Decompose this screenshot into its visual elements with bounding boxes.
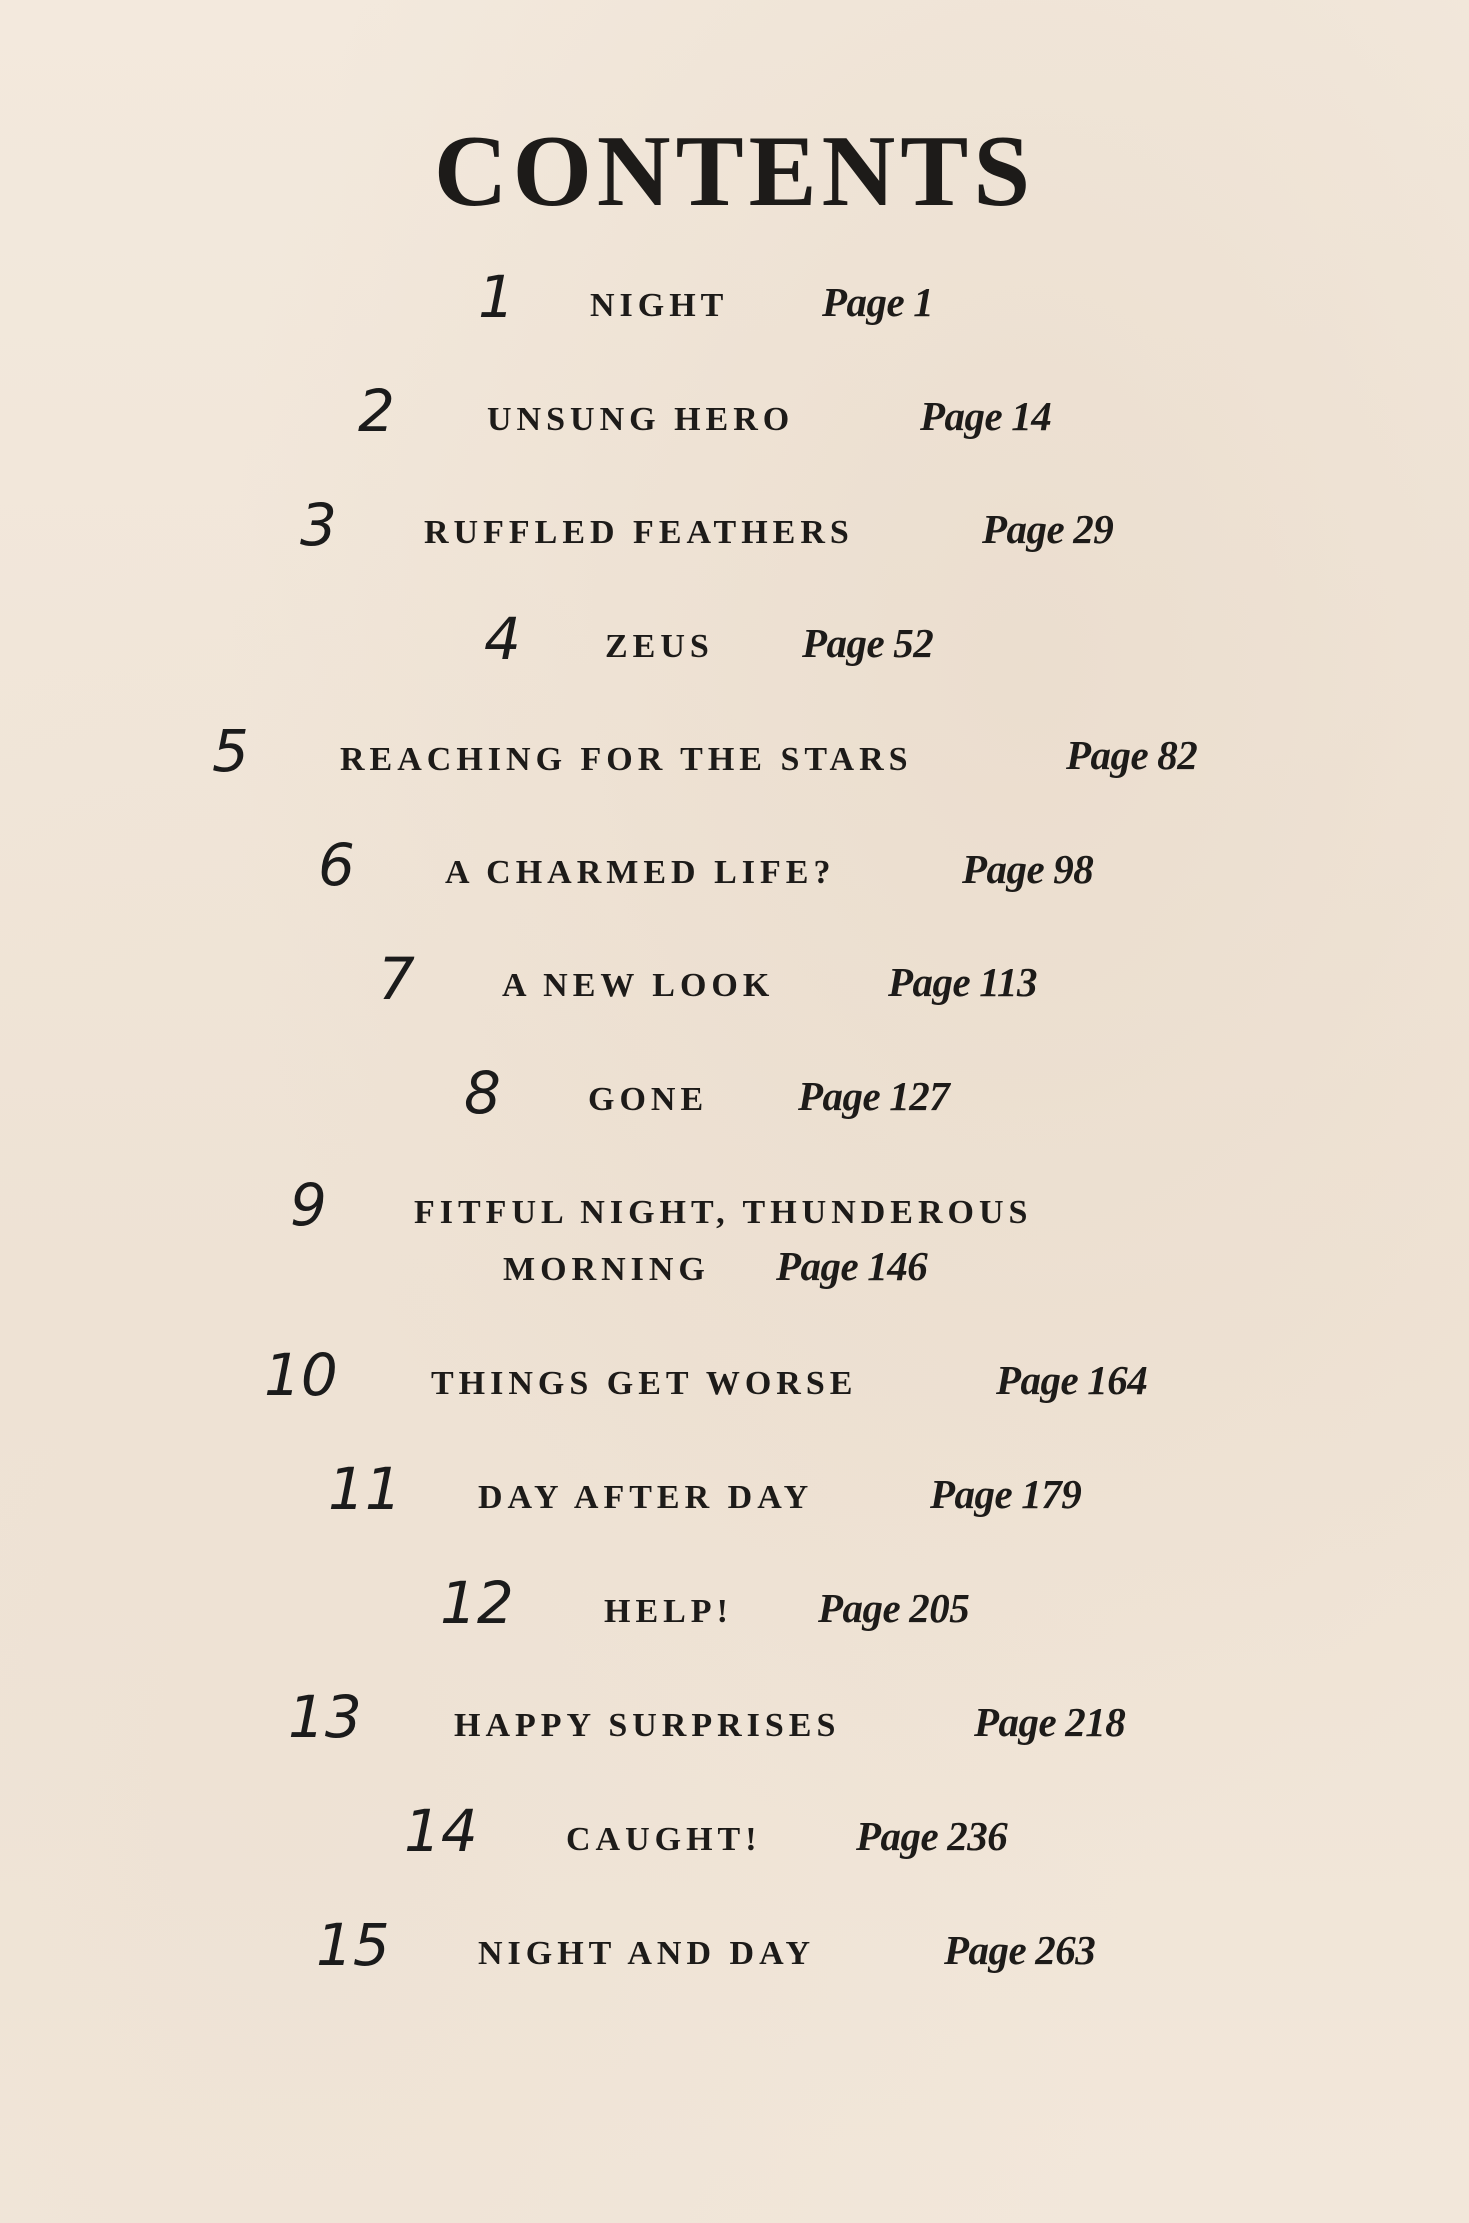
- chapter-number: 14: [404, 1797, 478, 1865]
- page-reference: Page 179: [930, 1471, 1082, 1517]
- chapter-title: NIGHT: [590, 287, 729, 324]
- chapter-number: 3: [300, 491, 337, 559]
- chapter-title: GONE: [588, 1081, 709, 1118]
- chapter-number: 9: [290, 1171, 327, 1239]
- page-reference: Page 205: [818, 1585, 970, 1631]
- page-reference: Page 1: [822, 279, 934, 325]
- chapter-title: HELP!: [604, 1593, 733, 1630]
- chapter-title: UNSUNG HERO: [487, 401, 795, 438]
- page-reference: Page 113: [888, 959, 1037, 1005]
- page-reference: Page 146: [776, 1243, 928, 1289]
- page-reference: Page 127: [798, 1073, 950, 1119]
- page-reference: Page 82: [1066, 732, 1198, 778]
- chapter-title: ZEUS: [605, 628, 714, 665]
- chapter-title: NIGHT AND DAY: [478, 1935, 816, 1972]
- chapter-number: 4: [484, 605, 521, 673]
- chapter-title: HAPPY SURPRISES: [454, 1707, 841, 1744]
- chapter-title: RUFFLED FEATHERS: [424, 514, 854, 551]
- chapter-number: 13: [288, 1683, 362, 1751]
- page-reference: Page 263: [944, 1927, 1096, 1973]
- page-reference: Page 14: [920, 393, 1052, 439]
- page-title: CONTENTS: [433, 115, 1036, 228]
- page-reference: Page 236: [856, 1813, 1008, 1859]
- page-reference: Page 98: [962, 846, 1094, 892]
- chapter-number: 1: [478, 263, 515, 331]
- chapter-title: A CHARMED LIFE?: [445, 854, 836, 891]
- page-reference: Page 218: [974, 1699, 1126, 1745]
- chapter-number: 11: [328, 1455, 402, 1523]
- chapter-title-line-2: MORNING: [503, 1251, 710, 1288]
- chapter-number: 5: [212, 717, 249, 785]
- chapter-number: 15: [316, 1911, 390, 1979]
- chapter-title: A NEW LOOK: [502, 967, 775, 1004]
- chapter-number: 10: [264, 1341, 338, 1409]
- chapter-number: 8: [464, 1059, 501, 1127]
- chapter-title: FITFUL NIGHT, THUNDEROUS: [414, 1194, 1033, 1231]
- page-reference: Page 29: [982, 506, 1114, 552]
- chapter-number: 2: [358, 377, 395, 445]
- chapter-number: 6: [318, 831, 355, 899]
- chapter-title: DAY AFTER DAY: [478, 1479, 814, 1516]
- page-reference: Page 164: [996, 1357, 1148, 1403]
- chapter-title: REACHING FOR THE STARS: [340, 741, 913, 778]
- page-reference: Page 52: [802, 620, 934, 666]
- chapter-title: CAUGHT!: [566, 1821, 762, 1858]
- chapter-title: THINGS GET WORSE: [431, 1365, 858, 1402]
- chapter-number: 12: [440, 1569, 514, 1637]
- chapter-number: 7: [378, 945, 415, 1013]
